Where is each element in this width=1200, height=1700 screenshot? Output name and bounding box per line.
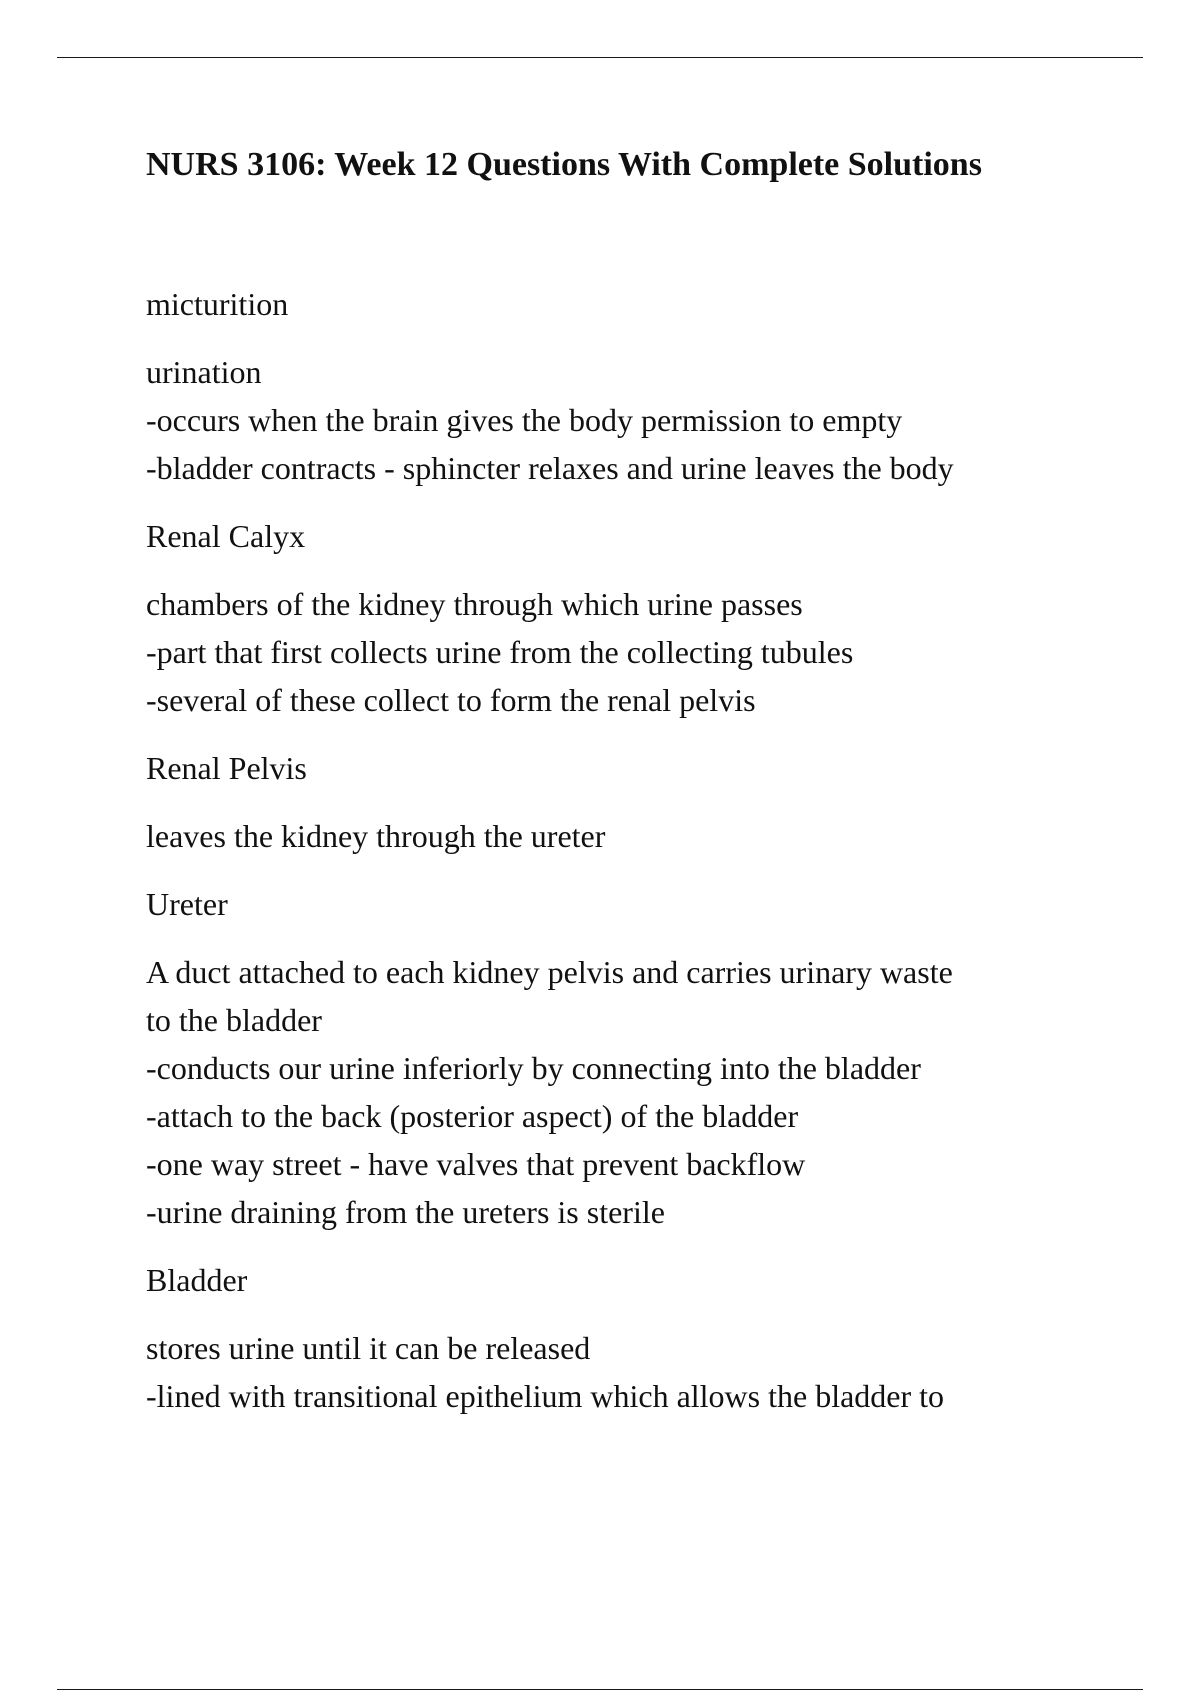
definition-line: -one way street - have valves that prevent backflow xyxy=(146,1146,806,1182)
definition-line: stores urine until it can be released xyxy=(146,1330,591,1366)
definition-line: urination xyxy=(146,354,262,390)
definition-line: to the bladder xyxy=(146,1002,322,1038)
definition xyxy=(146,1324,1146,1420)
top-divider xyxy=(57,57,1143,58)
definition xyxy=(146,812,1146,860)
term: Ureter xyxy=(146,886,228,922)
definition-line: -attach to the back (posterior aspect) of the bladder xyxy=(146,1098,799,1134)
definition-line: A duct attached to each kidney pelvis and carries urinary waste xyxy=(146,954,953,990)
term: micturition xyxy=(146,286,289,322)
flashcard-entry xyxy=(146,880,1146,1236)
definition-line: -conducts our urine inferiorly by connecting into the bladder xyxy=(146,1050,921,1086)
definition-line: -part that first collects urine from the collecting tubules xyxy=(146,634,854,670)
term: Bladder xyxy=(146,1262,248,1298)
flashcard-entry xyxy=(146,512,1146,724)
flashcard-entry xyxy=(146,744,1146,860)
definition-line: -bladder contracts - sphincter relaxes and urine leaves the body xyxy=(146,450,954,486)
definition-line: leaves the kidney through the ureter xyxy=(146,818,606,854)
bottom-divider xyxy=(57,1689,1143,1690)
definition-line: chambers of the kidney through which urine passes xyxy=(146,586,803,622)
flashcard-entry xyxy=(146,1256,1146,1420)
definition xyxy=(146,948,1146,1236)
term: Renal Pelvis xyxy=(146,750,307,786)
definition-line: -lined with transitional epithelium which allows the bladder to xyxy=(146,1378,945,1414)
definition-line: -several of these collect to form the renal pelvis xyxy=(146,682,756,718)
flashcard-entry xyxy=(146,280,1146,492)
definition xyxy=(146,348,1146,492)
definition-line: -occurs when the brain gives the body permission to empty xyxy=(146,402,903,438)
document-title: NURS 3106: Week 12 Questions With Complete Solutions xyxy=(146,146,982,183)
term: Renal Calyx xyxy=(146,518,306,554)
document-body xyxy=(146,280,1146,1440)
definition-line: -urine draining from the ureters is sterile xyxy=(146,1194,665,1230)
definition xyxy=(146,580,1146,724)
